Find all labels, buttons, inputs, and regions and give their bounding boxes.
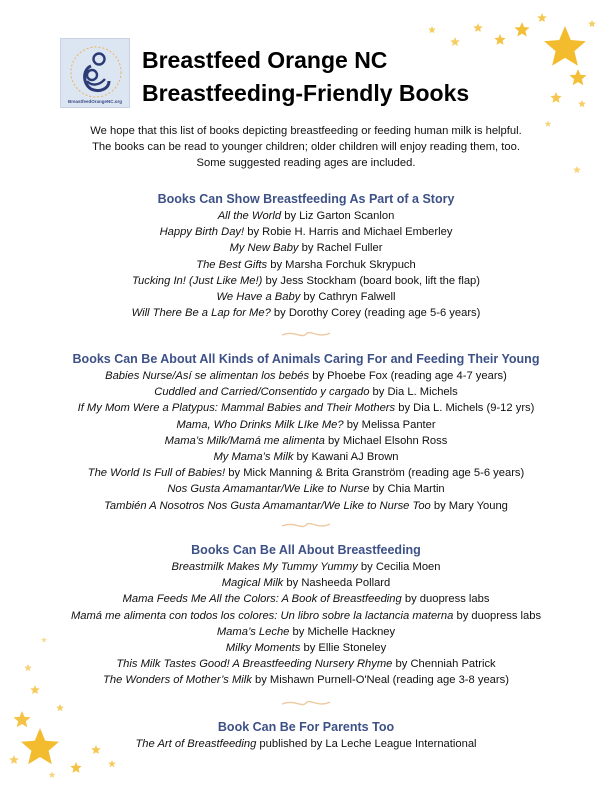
book-list-item [10, 224, 602, 240]
book-title: Nos Gusta Amamantar/We Like to Nurse [167, 483, 370, 496]
star-icon [70, 762, 81, 773]
flourish-divider-icon [280, 329, 332, 339]
section-heading: Book Can Be For Parents Too [217, 720, 395, 734]
logo [60, 38, 130, 108]
book-list-item [10, 498, 602, 514]
book-author: by duopress labs [453, 609, 542, 622]
book-title: También A Nosotros Nos Gusta Amamantar/We Like to Nurse Too [104, 499, 431, 512]
book-title: Breastmilk Makes My Tummy Yummy [171, 561, 358, 573]
title-line-2: Breastfeeding-Friendly Books [142, 80, 470, 106]
section-heading: Books Can Show Breastfeeding As Part of a Story [157, 192, 455, 206]
book-title: Mama Feeds Me All the Colors: A Book of Breastfeeding [122, 593, 402, 606]
flourish-divider-icon [280, 520, 332, 530]
book-title: If My Mom Were a Platypus: Mammal Babies and Their Mothers [77, 402, 396, 415]
book-list-item [10, 608, 602, 624]
book-list-item [10, 433, 602, 449]
book-title: Magical Milk [221, 577, 284, 590]
book-author: by Ellie Stoneley [300, 642, 387, 655]
book-title: Tucking In! (Just Like Me!) [132, 274, 263, 287]
book-list-item [10, 624, 602, 640]
star-icon [537, 13, 547, 22]
book-list-item [10, 273, 602, 289]
section-all-about [10, 542, 602, 689]
book-list-item [10, 656, 602, 672]
book-title: Happy Birth Day! [159, 226, 245, 239]
book-author: by Liz Garton Scanlon [281, 210, 395, 222]
intro-line-3: Some suggested reading ages are included. [196, 157, 416, 169]
title-line-1: Breastfeed Orange NC [142, 47, 388, 73]
book-author: by Rachel Fuller [298, 242, 383, 255]
book-author: by Mishawn Purnell-O'Neal (reading age 3-8 years) [251, 674, 509, 687]
book-author: by duopress labs [401, 593, 490, 606]
book-author: by Jess Stockham (board book, lift the flap) [262, 274, 480, 287]
book-author: by Cecilia Moen [357, 561, 441, 573]
book-list-item [10, 575, 602, 591]
book-title: Mamá me alimenta con todos los colores: Un libro sobre la lactancia materna [70, 609, 454, 622]
book-author: by Dia L. Michels [369, 386, 458, 399]
book-author: by Nasheeda Pollard [283, 577, 391, 590]
star-icon [473, 23, 483, 32]
book-list-item [10, 208, 602, 224]
book-title: Mama’s Leche [216, 625, 290, 638]
book-title: Mama, Who Drinks Milk LIke Me? [176, 418, 344, 431]
book-title: We Have a Baby [216, 291, 301, 304]
book-list-item [10, 384, 602, 400]
book-author: by Michael Elsohn Ross [324, 434, 448, 447]
book-author: by Cathryn Falwell [300, 291, 396, 304]
book-author: by Mick Manning & Brita Granström (reading age 5-6 years) [225, 467, 525, 480]
book-list-item [10, 400, 602, 416]
book-author: by Chia Martin [369, 483, 445, 496]
book-title: The World Is Full of Babies! [87, 467, 226, 480]
book-list-item [10, 591, 602, 607]
section-heading: Books Can Be About All Kinds of Animals Caring For and Feeding Their Young [72, 352, 540, 366]
book-list-item [10, 640, 602, 656]
book-author: by Chenniah Patrick [392, 658, 496, 671]
intro-paragraph [20, 123, 592, 171]
flourish-divider-icon [280, 698, 332, 708]
logo-caption: BreastfeedOrangeNC.org [67, 99, 122, 104]
book-list-item [10, 559, 602, 575]
book-list-item [10, 289, 602, 305]
book-list-item [10, 417, 602, 433]
section-story [10, 191, 602, 321]
book-title: The Wonders of Mother’s Milk [103, 674, 252, 687]
star-icon [588, 20, 596, 27]
book-title: Milky Moments [225, 642, 301, 655]
book-title: My Mama’s Milk [213, 451, 294, 464]
book-list-item [10, 465, 602, 481]
book-title: Cuddled and Carried/Consentido y cargado [154, 386, 370, 399]
book-author: by Kawani AJ Brown [293, 451, 399, 464]
book-title: This Milk Tastes Good! A Breastfeeding Nursery Rhyme [116, 658, 393, 671]
star-icon [514, 22, 529, 37]
book-author: by Dia L. Michels (9-12 yrs) [395, 402, 535, 415]
book-author: by Phoebe Fox (reading age 4-7 years) [309, 370, 507, 382]
book-list-item [10, 672, 602, 688]
intro-line-1: We hope that this list of books depicting breastfeeding or feeding human milk is helpful. [90, 125, 522, 137]
book-list-item [10, 305, 602, 321]
page-title [142, 44, 562, 110]
star-icon [49, 772, 56, 778]
book-title: The Best Gifts [196, 258, 268, 271]
book-title: Will There Be a Lap for Me? [131, 307, 271, 320]
book-title: My New Baby [229, 242, 299, 255]
star-icon [569, 69, 586, 85]
star-icon [578, 100, 586, 107]
book-author: by Marsha Forchuk Skrypuch [267, 258, 416, 271]
book-author: by Mary Young [430, 499, 508, 512]
book-list-item [10, 736, 602, 752]
book-author: by Michelle Hackney [289, 625, 396, 638]
book-author: by Dorothy Corey (reading age 5-6 years) [270, 307, 481, 320]
star-icon [56, 704, 64, 711]
book-title: Mama’s Milk/Mamá me alimenta [164, 434, 325, 447]
star-icon [9, 755, 19, 764]
book-author: by Robie H. Harris and Michael Emberley [244, 226, 453, 239]
book-list-item [10, 257, 602, 273]
section-parents [10, 719, 602, 752]
intro-line-2: The books can be read to younger children; older children will enjoy reading them, too. [92, 141, 520, 153]
book-list-item [10, 481, 602, 497]
book-title: Babies Nurse/Así se alimentan los bebés [105, 370, 310, 382]
book-list-item [10, 240, 602, 256]
book-title: All the World [217, 210, 282, 222]
book-list-item [10, 368, 602, 384]
book-title: The Art of Breastfeeding [135, 738, 257, 750]
section-animals [10, 351, 602, 514]
book-author: published by La Leche League International [256, 738, 477, 750]
section-heading: Books Can Be All About Breastfeeding [191, 543, 421, 557]
book-list-item [10, 449, 602, 465]
star-icon [108, 760, 116, 767]
book-author: by Melissa Panter [343, 418, 436, 431]
star-icon [428, 26, 436, 33]
